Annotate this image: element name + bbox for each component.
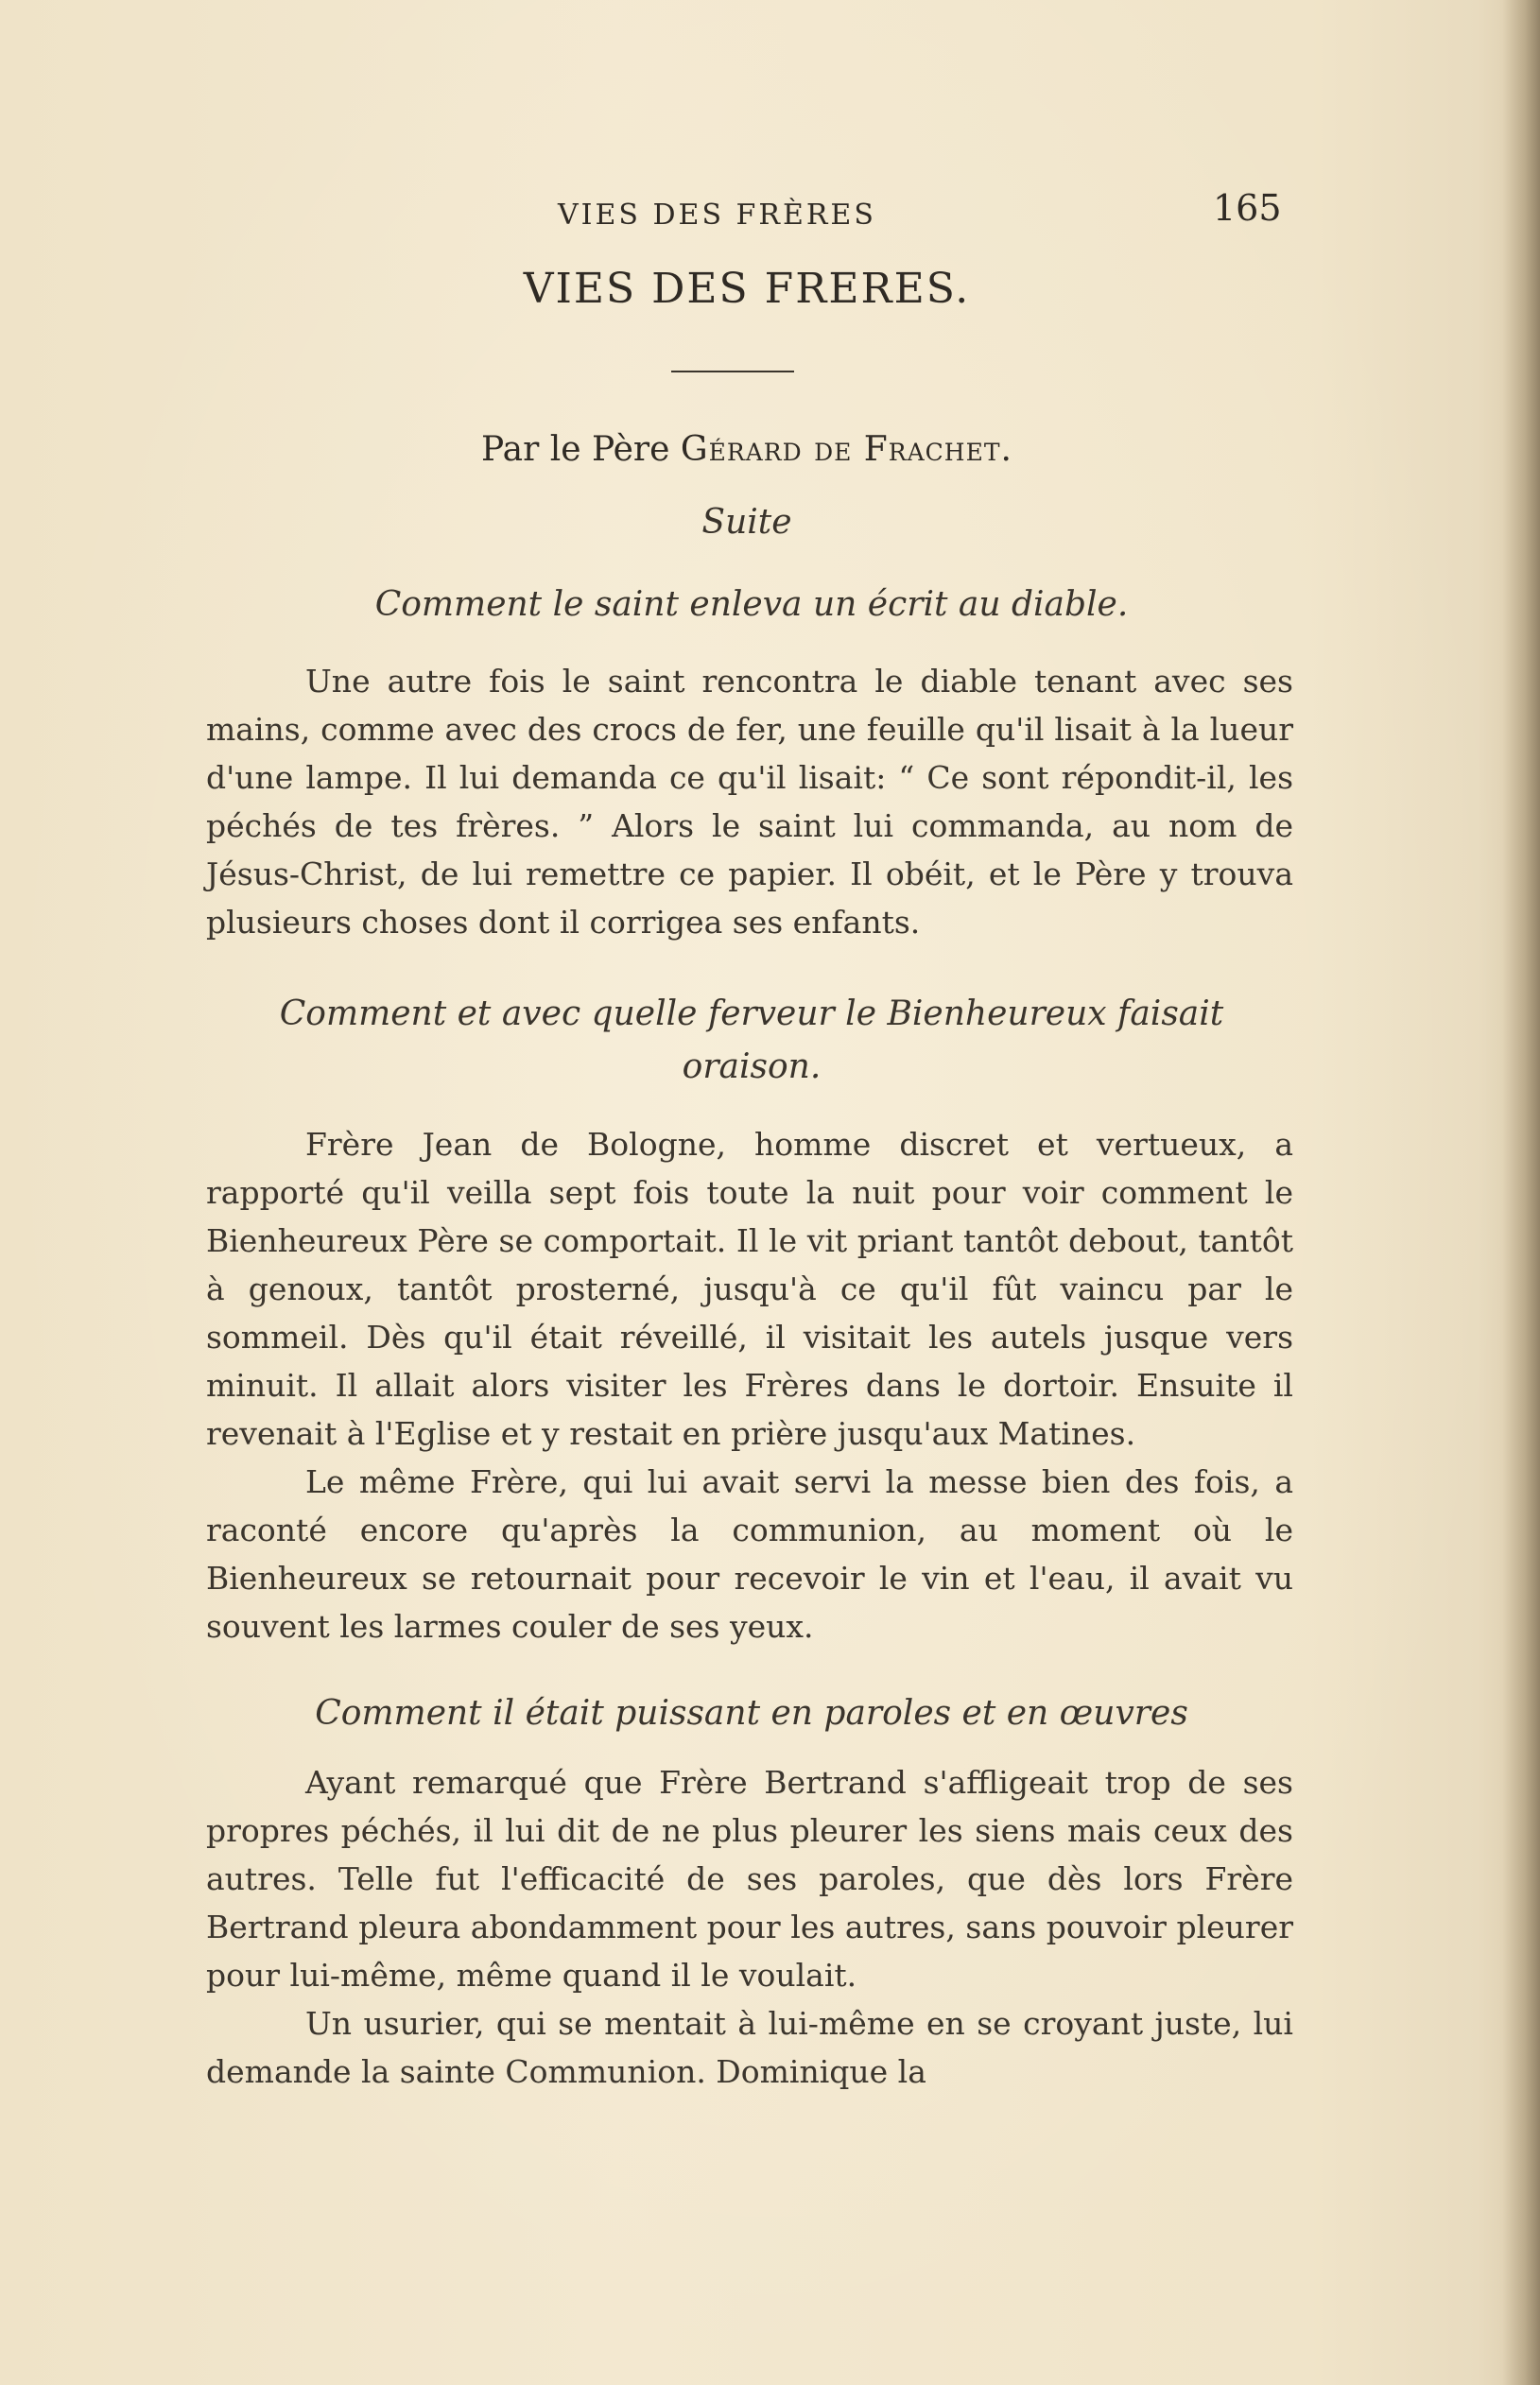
page-number: 165 xyxy=(1213,187,1282,229)
byline-author: Gérard de Frachet. xyxy=(680,430,1012,469)
running-header: VIES DES FRÈRES xyxy=(558,199,876,232)
title-rule xyxy=(671,371,794,372)
section-body-3 xyxy=(206,1758,1293,2096)
paragraph: Frère Jean de Bologne, homme discret et vertueux, a rapporté qu'il veilla sept fois toute la nuit pour voir comment le Bienheureux Père se comportait. Il le vit priant tantôt debout, tantôt à genoux, tantôt prosterné, jusqu'à ce qu'il fût vaincu par le sommeil. Dès qu'il était réveillé, il visitait les autels jusque vers minuit. Il allait alors visiter les Frères dans le dortoir. Ensuite il revenait à l'Eglise et y restait en prière jusqu'aux Matines. xyxy=(206,1126,1293,1452)
page-edge-shadow xyxy=(1502,0,1540,2385)
page-title: VIES DES FRERES. xyxy=(523,265,971,313)
paragraph: Un usurier, qui se mentait à lui-même en se croyant juste, lui demande la sainte Communion. Dominique la xyxy=(206,2005,1293,2090)
section-heading-3: Comment il était puissant en paroles et en œuvres xyxy=(315,1694,1188,1733)
paragraph: Une autre fois le saint rencontra le diable tenant avec ses mains, comme avec des crocs de fer, une feuille qu'il lisait à la lueur d'une lampe. Il lui demanda ce qu'il lisait: “ Ce sont répondit-il, les péchés de tes frères. ” Alors le saint lui commanda, au nom de Jésus-Christ, de lui remettre ce papier. Il obéit, et le Père y trouva plusieurs choses dont il corrigea ses enfants. xyxy=(206,663,1293,941)
section-body-2 xyxy=(206,1120,1293,1650)
paragraph: Ayant remarqué que Frère Bertrand s'affligeait trop de ses propres péchés, il lui dit de ne plus pleurer les siens mais ceux des autres. Telle fut l'efficacité de ses paroles, que dès lors Frère Bertrand pleura abondamment pour les autres, sans pouvoir pleurer pour lui-même, même quand il le voulait. xyxy=(206,1764,1293,1994)
section-body-1 xyxy=(206,657,1293,946)
paragraph: Le même Frère, qui lui avait servi la messe bien des fois, a raconté encore qu'après la communion, au moment où le Bienheureux se retournait pour recevoir le vin et l'eau, il avait vu souvent les larmes couler de ses yeux. xyxy=(206,1463,1293,1645)
section-heading-1: Comment le saint enleva un écrit au diable. xyxy=(374,585,1129,624)
section-heading-2: Comment et avec quelle ferveur le Bienheureux faisait oraison. xyxy=(279,994,1224,1086)
byline-prefix: Par le Père xyxy=(481,430,670,469)
byline xyxy=(0,430,1494,469)
suite-label: Suite xyxy=(701,503,792,542)
